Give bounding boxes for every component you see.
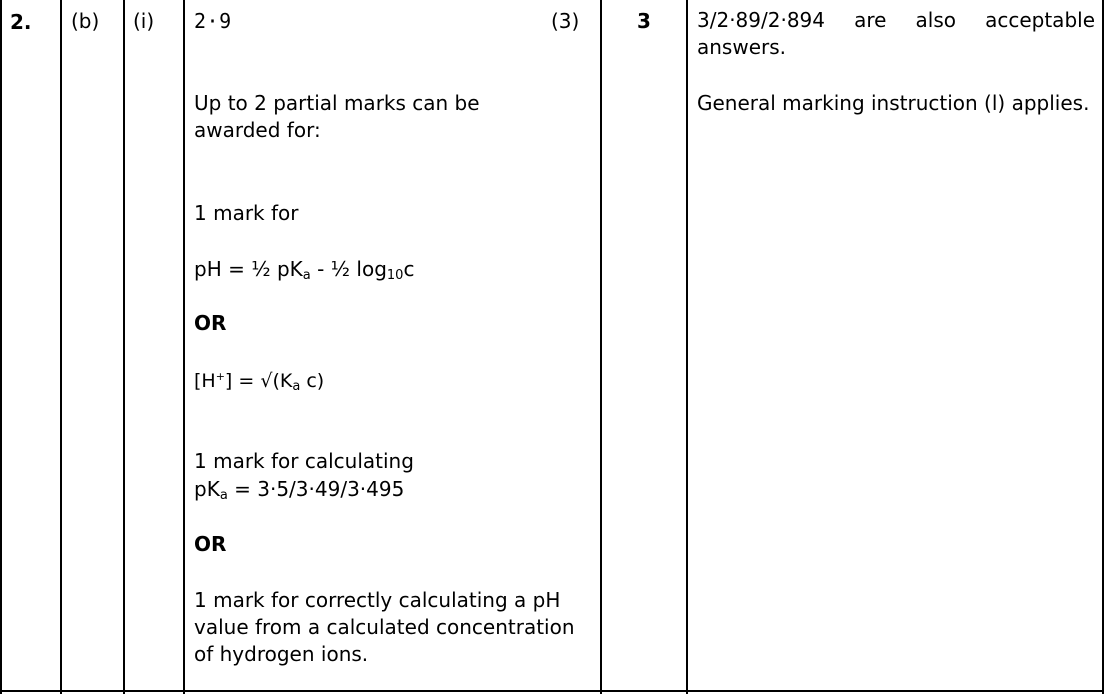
question-subpart: (i) (133, 9, 155, 33)
formula-ph-mid: - ½ log (310, 257, 387, 281)
expected-answer: 2·9 (194, 9, 232, 33)
pka-tail: = 3·5/3·49/3·495 (227, 477, 405, 501)
question-part: (b) (71, 9, 100, 33)
formula-ph-lhs: pH = ½ pK (194, 257, 303, 281)
final-mark-text: 1 mark for correctly calculating a pH value from a calculated concentration of hydrogen ions. (194, 588, 575, 666)
marks-bracket: (3) (551, 9, 580, 33)
formula-ph-sub-a: a (302, 268, 311, 283)
pka-values (194, 476, 404, 503)
pka-sub-a: a (219, 488, 228, 503)
max-mark: 3 (637, 9, 651, 33)
or-separator-2: OR (194, 532, 227, 556)
question-number: 2. (10, 10, 32, 34)
mark1-heading: 1 mark for (194, 201, 299, 225)
formula-h-sup-plus: + (215, 370, 225, 383)
mark2-heading: 1 mark for calculating (194, 449, 414, 473)
formula-ph-sub-10: 10 (386, 268, 404, 283)
column-divider (123, 0, 125, 694)
pka-lhs: pK (194, 477, 220, 501)
formula-h-mid: ] = √(K (224, 370, 293, 392)
formula-h-tail: c) (300, 370, 325, 392)
formula-ph (194, 256, 414, 283)
column-divider (600, 0, 602, 694)
column-divider (60, 0, 62, 694)
formula-h-ion (194, 368, 324, 395)
formula-h-sub-a: a (292, 379, 301, 394)
partial-marks-intro: Up to 2 partial marks can be awarded for: (194, 91, 480, 142)
general-instruction-note: General marking instruction (l) applies. (697, 91, 1090, 115)
formula-h-lhs: [H (194, 370, 216, 392)
acceptable-answers-note: 3/2·89/2·894 are also acceptable answers. (697, 8, 1095, 59)
bottom-rule (0, 690, 1104, 692)
column-divider (686, 0, 688, 694)
or-separator-1: OR (194, 311, 227, 335)
column-divider (0, 0, 2, 694)
column-divider (183, 0, 185, 694)
formula-ph-tail: c (403, 257, 415, 281)
